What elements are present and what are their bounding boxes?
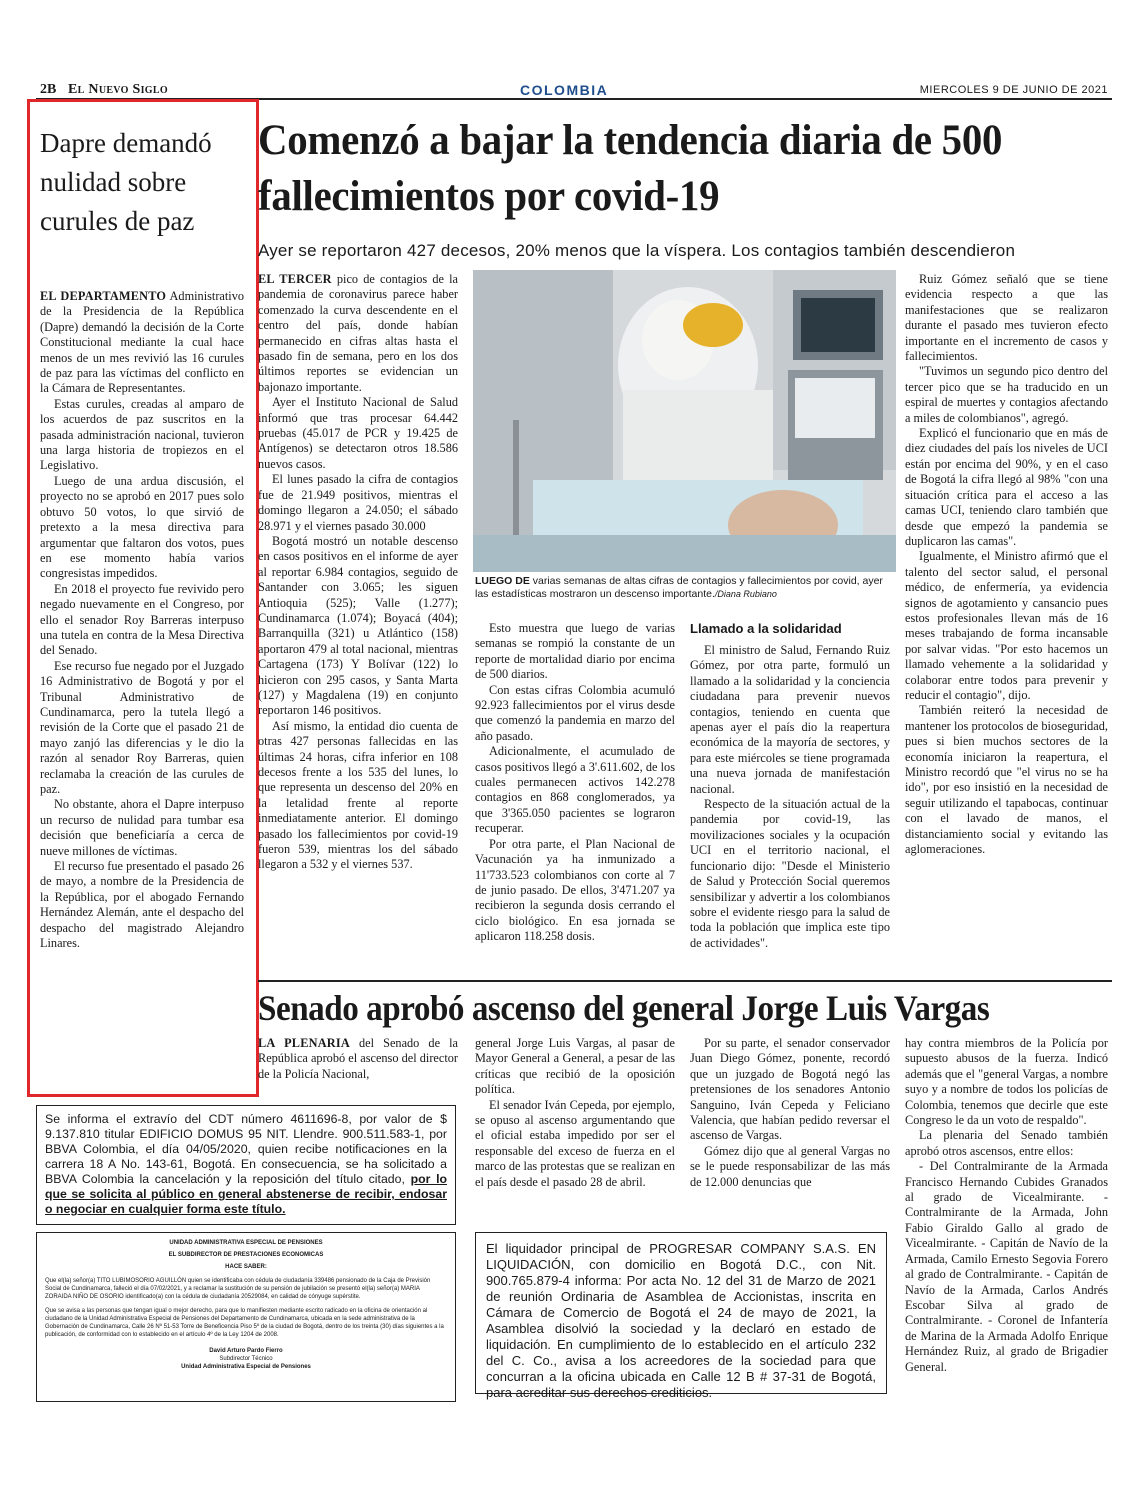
second-headline: Senado aprobó ascenso del general Jorge Luis Vargas — [258, 988, 990, 1028]
paragraph: Así mismo, la entidad dio cuenta de otras 427 personas fallecidas en las últimas 24 horas, cifra inferior en 108 decesos frente a los 535 del lunes, lo que representa un descenso del 20% en la letalidad frente al reporte inmediatamente anterior. El domingo pasado los fallecimientos por covid-19 fueron 539, mientras los del sábado llegaron a 532 y el viernes 537. — [258, 718, 458, 872]
notice-paragraph: Que el(la) señor(a) TITO LUBIMOSORIO AGUILLÓN quien se identificaba con cédula de ciudadanía 339486 pensionado de la Caja de Previsión Social de Cundinamarca, falleció el día 07/02/2021, y a reclamar la sustitución de su pensión de jubilación se presentó el(la) señor(a) MARIA ZORAIDA NIÑO DE OSORIO identificado(a) con la cédula de ciudadanía 20529084, en calidad de cónyuge supérstite. — [45, 1278, 431, 1300]
main-headline: Comenzó a bajar la tendencia diaria de 500 fallecimientos por covid-19 — [258, 117, 1003, 220]
paragraph: Adicionalmente, el acumulado de casos positivos llegó a 3'.611.602, de los cuales permanecen activos 142.278 contagios en 868 conglomerados, ya que 3'365.050 pacientes se lograron recuperar. — [475, 744, 675, 836]
notice-warning: por lo que se solicita al público en general abstenerse de recibir, endosar o negociar en cualquier forma este título. — [45, 1172, 447, 1216]
photo-credit: /Diana Rubiano — [714, 589, 777, 599]
paragraph: Gómez dijo que al general Vargas no se le puede responsabilizar de las más de 12.000 denuncias que — [690, 1143, 890, 1189]
notice-heading: UNIDAD ADMINISTRATIVA ESPECIAL DE PENSIONES — [169, 1240, 323, 1246]
paragraph: Ese recurso fue negado por el Juzgado 16 Administrativo de Bogotá y por el Tribunal Administrativo de Cundinamarca, pero la tutela llegó a revisión de la Corte que el pasado 21 de mayo zanjó las diferencias y le dio la razón al senador Roy Barreras, quien reclamaba la creación de las curules de paz. — [40, 658, 244, 796]
paragraph: Ruiz Gómez señaló que se tiene evidencia respecto a que las manifestaciones que se realizaron durante el pasado mes tuvieron efecto importante en el incremento de casos y fallecimientos. — [905, 272, 1108, 364]
paragraph: Con estas cifras Colombia acumuló 92.923 fallecimientos por el virus desde que comenzó la pandemia en marzo del año pasado. — [475, 682, 675, 743]
notice-heading: EL SUBDIRECTOR DE PRESTACIONES ECONOMICAS — [168, 1252, 324, 1258]
signature-name: David Arturo Pardo Fierro — [209, 1348, 283, 1354]
paragraph: No obstante, ahora el Dapre interpuso un recurso de nulidad para tumbar esa decisión que beneficiaría a cerca de nueve millones de víctimas. — [40, 797, 244, 858]
signature-entity: Unidad Administrativa Especial de Pensiones — [181, 1364, 311, 1370]
section-name: COLOMBIA — [520, 82, 609, 98]
notice-text: Se informa el extravío del CDT número 4611696-8, por valor de $ 9.137.810 titular EDIFICIO DOMUS 95 NIT. Llendre. 900.511.583-1, por BBVA Colombia, el día 04/05/2020, quien recibe notificaciones en la carrera 18 A No. 143-61, Bogotá. En consecuencia, se ha solicitado a BBVA Colombia la cancelación y la reposición del título citado, — [45, 1112, 447, 1186]
main-col-1 — [258, 272, 458, 873]
paragraph-text: del Senado de la República aprobó el ascenso del director de la Policía Nacional, — [258, 1036, 458, 1081]
paragraph: - Del Contralmirante de la Armada Francisco Hernando Cubides Granados al grado de Vicealmirante. - Contralmirante de la Armada, John Fabio Giraldo Gallo al grado de Vicealmirante. - Capitán de Navío de la Armada, Camilo Ernesto Segovia Forero al grado de Contralmirante. - Capitán de Navío de la Armada, Carlos Andrés Escobar Silva al grado de Contralmirante. - Coronel de Infantería de Marina de la Armada Adolfo Enrique Hernández Ruiz, al grado de Brigadier General. — [905, 1159, 1108, 1374]
second-col-2 — [475, 1036, 675, 1190]
second-col-4 — [905, 1036, 1108, 1375]
paragraph: El recurso fue presentado el pasado 26 de mayo, a nombre de la Presidencia de la República, por el abogado Fernando Hernández Alemán, ante el despacho del despacho del magistrado Alejandro Linares. — [40, 859, 244, 951]
main-col-2 — [475, 621, 675, 945]
paragraph-text: Administrativo de la Presidencia de la República (Dapre) demandó la decisión de la Corte Constitucional mediante la cual hace menos de un mes revivió las 16 curules de paz para las víctimas del conflicto en la Cámara de Representantes. — [40, 289, 245, 396]
paragraph: "Tuvimos un segundo pico dentro del tercer pico que se ha traducido en un espiral de muertes y contagios afectando a miles de colombianos", agregó. — [905, 364, 1108, 425]
paragraph: El senador Iván Cepeda, por ejemplo, se opuso al ascenso argumentando que el oficial estaba impedido por ser el responsable del exceso de fuerza en el marco de las protestas que se realizan en el país desde el pasado 28 de abril. — [475, 1097, 675, 1189]
paragraph: Por otra parte, el Plan Nacional de Vacunación ya ha inmunizado a 11'733.523 colombianos con corte al 7 de junio pasado. De ellos, 3'471.207 ya recibieron la segunda dosis cerrando el ciclo biológico. En esa jornada se aplicaron 118.258 dosis. — [475, 836, 675, 944]
photo-illustration — [473, 270, 896, 572]
paragraph: general Jorge Luis Vargas, al pasar de Mayor General a General, a pesar de las críticas que recibió de la oposición política. — [475, 1036, 675, 1097]
paragraph: Igualmente, el Ministro afirmó que el talento del sector salud, el personal médico, de enfermería, ya evidencia signos de agotamiento y cansancio pues estos profesionales llevan más de 16 meses trabajando de forma incansable por salvar vidas. "Por esto hacemos un llamado vehemente a la solidaridad y colaborar entre todos para prevenir y reducir el contagio", dijo. — [905, 549, 1108, 702]
paragraph: Estas curules, creadas al amparo de los acuerdos de paz suscritos en la pasada administración nacional, tuvieron una larga historia de tropiezos en el Legislativo. — [40, 396, 244, 473]
notice-paragraph: Que se avisa a las personas que tengan igual o mejor derecho, para que lo manifiesten mediante escrito radicado en la oficina de orientación al ciudadano de la Unidad Administrativa Especial de Pensiones del Departamento de Cundinamarca, ubicada en la sede administrativa de la Gobernación de Cundinamarca, Calle 26 Nº 51-53 Torre de Beneficencia Piso 5º de la ciudad de Bogotá, dentro de los treinta (30) días siguientes a la publicación, de conformidad con lo establecido en el artículo 4º de la Ley 1204 de 2008. — [45, 1308, 444, 1338]
main-subhead: Ayer se reportaron 427 decesos, 20% menos que la víspera. Los contagios también descendieron — [258, 241, 1016, 260]
lead-in: EL DEPARTAMENTO — [40, 289, 167, 303]
left-article-title: Dapre demandó nulidad sobre curules de paz — [40, 128, 212, 236]
paragraph: En 2018 el proyecto fue revivido pero negado nuevamente en el Congreso, por ello el senador Roy Barreras interpuso una tutela en contra de la Mesa Directiva del Senado. — [40, 581, 244, 658]
lead-in: EL TERCER — [258, 272, 332, 286]
paragraph — [258, 1036, 458, 1082]
second-col-3 — [690, 1036, 890, 1190]
paragraph — [40, 289, 244, 397]
issue-date: MIERCOLES 9 DE JUNIO DE 2021 — [919, 84, 1108, 96]
paragraph — [258, 272, 458, 395]
page-number: 2B — [40, 82, 57, 97]
newspaper-name: El Nuevo Siglo — [68, 82, 168, 97]
lead-in: LA PLENARIA — [258, 1036, 350, 1050]
main-col-3 — [690, 643, 890, 951]
paragraph: También reiteró la necesidad de mantener los protocolos de bioseguridad, pues si bien muchos sectores de la economía iniciaron la reapertura, el Ministro recordó que "el virus no se ha ido", por eso insistió en la necesidad de seguir utilizando el tapabocas, continuar con el lavado de manos, el distanciamiento social y evitando las aglomeraciones. — [905, 703, 1108, 857]
paragraph: Luego de una ardua discusión, el proyecto no se aprobó en 2017 pues solo obtuvo 50 votos, lo que sirvió de pretexto a la mesa directiva para argumentar que faltaron dos votos, pues en ese momento había varios congresistas impedidos. — [40, 473, 244, 581]
pension-notice — [36, 1232, 456, 1402]
section-subhead: Llamado a la solidaridad — [690, 621, 842, 636]
paragraph: Por su parte, el senador conservador Juan Diego Gómez, ponente, recordó que un juzgado de Bogotá negó las pretensiones de los senadores Antonio Sanguino, Iván Cepeda y Feliciano Valencia, que habían pedido reversar el ascenso de Vargas. — [690, 1036, 890, 1143]
paragraph: Ayer el Instituto Nacional de Salud informó que tras procesar 64.442 pruebas (45.017 de PCR y 19.425 de Antígenos) se detectaron otros 18.586 nuevos casos. — [258, 395, 458, 471]
notice-heading: HACE SABER: — [225, 1264, 267, 1270]
paragraph: Esto muestra que luego de varias semanas se rompió la constante de un reporte de mortalidad diario por encima de 500 diarios. — [475, 621, 675, 682]
covid-icu-photo — [473, 270, 896, 572]
liquidation-notice: El liquidador principal de PROGRESAR COMPANY S.A.S. EN LIQUIDACIÓN, con domicilio en Bogotá D.C., con Nit. 900.765.879-4 informa: Por acta No. 12 del 31 de Marzo de 2021 de reunión Ordinaria de Asamblea de Accionistas, inscrita en Cámara de Comercio de Bogotá el 24 de mayo de 2021, la Asamblea disolvió la sociedad y la declaró en estado de liquidación. En cumplimiento de lo establecido en el artículo 232 del C. Co., avisa a los acreedores de la sociedad para que concurran a la oficina ubicada en Calle 12 B # 37-31 de Bogotá, para acreditar sus derechos crediticios. — [475, 1232, 887, 1394]
paragraph: hay contra miembros de la Policía por supuesto abusos de la fuerza. Indicó además que el "general Vargas, a nombre suyo y a nombre de todos los policías de Colombia, tenemos que decirle que este Congreso le da un voto de respaldo". — [905, 1036, 1108, 1128]
paragraph: Explicó el funcionario que en más de diez ciudades del país los niveles de UCI están por encima del 90%, y en el caso de Bogotá la cifra llegó al 98% "con una situación crítica para el acceso a las camas UCI, teniendo claro también que desde que empezó la pandemia se duplicaron las camas". — [905, 426, 1108, 548]
signature-title: Subdirector Técnico — [219, 1356, 273, 1362]
caption-lead: LUEGO DE — [475, 575, 530, 587]
second-col-1 — [258, 1036, 458, 1082]
photo-caption — [475, 575, 895, 601]
left-article-body — [40, 289, 244, 951]
lost-cdt-notice — [36, 1105, 456, 1225]
paragraph: La plenaria del Senado también aprobó otros ascensos, entre ellos: — [905, 1128, 1108, 1158]
paragraph: Respecto de la situación actual de la pandemia por covid-19, las movilizaciones sociales y la ocupación UCI en el territorio nacional, el funcionario dijo: "Desde el Ministerio de Salud y Protección Social queremos sensibilizar y advertir a los colombianos sobre el evidente riesgo para la salud de toda la población que implica este tipo de actividades". — [690, 797, 890, 950]
paragraph: El lunes pasado la cifra de contagios fue de 21.949 positivos, mientras el domingo llegaron a 24.050; el sábado 28.971 y el viernes pasado 30.000 — [258, 472, 458, 533]
caption-text: varias semanas de altas cifras de contagios y fallecimientos por covid, ayer las estadísticas mostraron un descenso importante. — [475, 575, 883, 600]
article-divider — [258, 980, 1112, 982]
paragraph: El ministro de Salud, Fernando Ruiz Gómez, por otra parte, formuló un llamado a la solidaridad y la conciencia ciudadana para prevenir nuevos contagios, teniendo en cuenta que apenas ayer el país dio la reapertura económica de la mayoría de sectores, y para este miércoles se tiene programada una nueva jornada de manifestación nacional. — [690, 643, 890, 796]
main-col-4 — [905, 272, 1108, 857]
paragraph-text: pico de contagios de la pandemia de coronavirus parece haber comenzado la curva descendente en el centro del país, donde habían permanecido en cifras altas hasta el pasado fin de semana, pero en los dos últimos reportes se evidencian un bajonazo importante. — [258, 272, 458, 394]
paragraph: Bogotá mostró un notable descenso en casos positivos en el informe de ayer al reportar 6.984 contagios, seguido de Santander con 3.065; les siguen Antioquia (525); Valle (1.277); Cundinamarca (1.074); Boyacá (404); Barranquilla (321) u Atlántico (158) aportaron 479 al total nacional, mientras Cartagena (173) Y Bolívar (122) lo hicieron con 295 casos, y Santa Marta (127) y Magdalena (19) en conjunto reportaron 146 positivos. — [258, 533, 458, 718]
